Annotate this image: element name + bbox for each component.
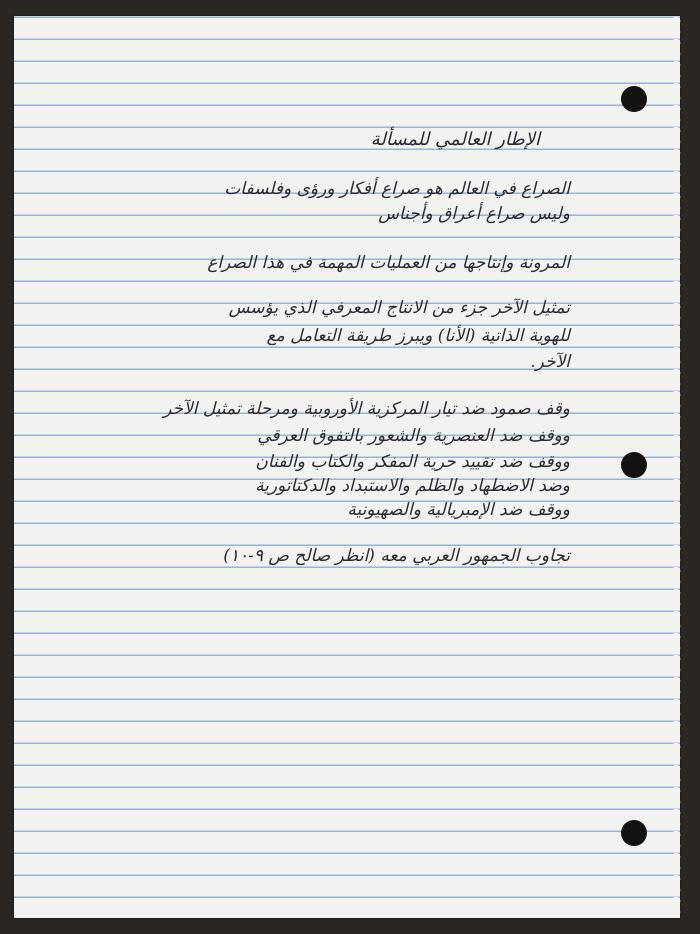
binder-hole <box>621 820 647 846</box>
handwritten-line: ووقف ضد العنصرية والشعور بالتفوق العرقي <box>257 426 570 446</box>
handwritten-line: ووقف ضد تقييد حرية المفكر والكتاب والفنان <box>255 452 570 472</box>
handwritten-line: الصراع في العالم هو صراع أفكار ورؤى وفلسفات <box>224 179 570 199</box>
binder-hole <box>621 86 647 112</box>
handwritten-line: وضد الاضطهاد والظلم والاستبداد والدكتاتورية <box>255 476 570 496</box>
handwritten-reference: تجاوب الجمهور العربي معه (انظر صالح ص ٩-١٠) <box>223 546 570 566</box>
handwritten-line: وقف صمود ضد تيار المركزية الأوروبية ومرحلة تمثيل الآخر <box>163 399 570 419</box>
handwritten-line: للهوية الذاتية (الأنا) ويبرز طريقة التعامل مع <box>266 326 570 346</box>
handwritten-title: الإطار العالمي للمسألة <box>370 129 540 150</box>
binder-hole <box>621 452 647 478</box>
notebook-paper <box>14 16 680 918</box>
handwritten-line: الآخر. <box>530 352 570 372</box>
handwritten-line: ووقف ضد الإمبريالية والصهيونية <box>347 500 570 520</box>
torn-perforated-edge <box>672 16 686 918</box>
handwritten-line: المرونة وإنتاجها من العمليات المهمة في هذا الصراع <box>207 253 570 273</box>
handwritten-line: وليس صراع أعراق وأجناس <box>378 204 570 224</box>
handwritten-line: تمثيل الآخر جزء من الانتاج المعرفي الذي يؤسس <box>228 298 570 318</box>
